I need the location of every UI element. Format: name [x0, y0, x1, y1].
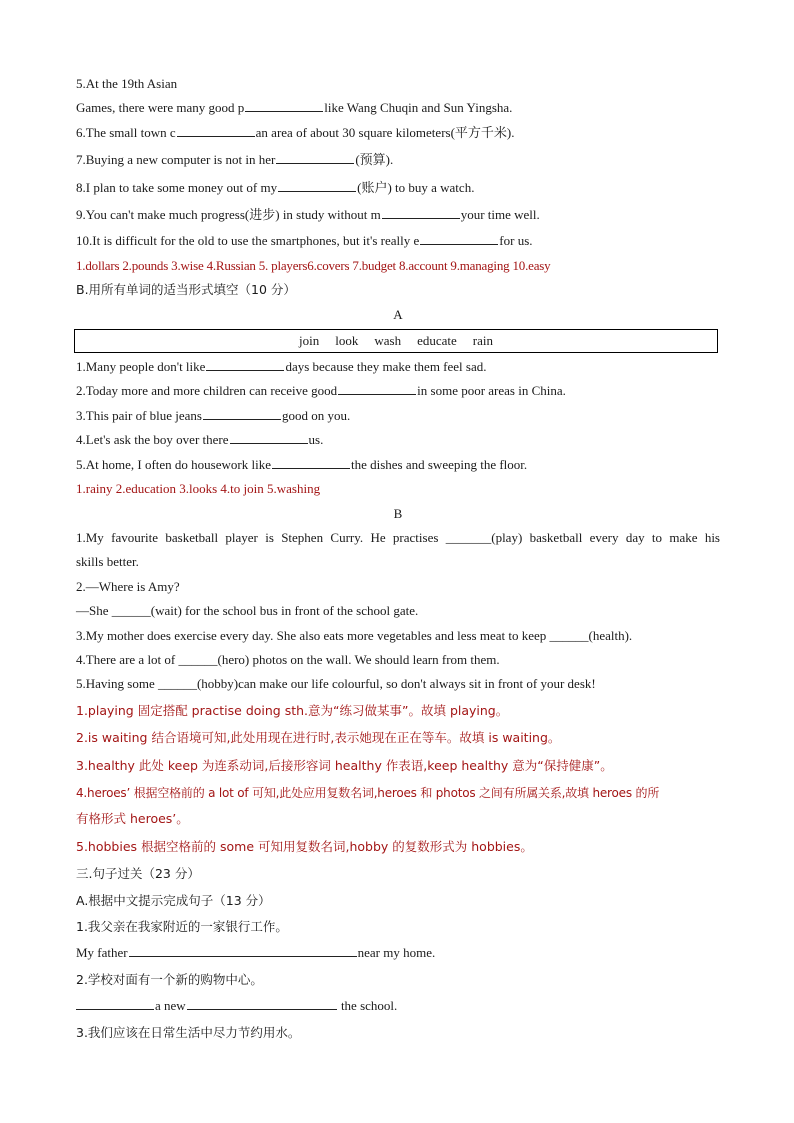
question-b-b1-line1: 1.My favourite basketball player is Stephen Curry. He practises _______(play) basketball every day to make his — [76, 529, 720, 545]
section-3a-title: A.根据中文提示完成句子（13 分） — [76, 892, 271, 908]
answer-blank[interactable] — [76, 997, 154, 1010]
word-bank-item: educate — [417, 333, 457, 349]
answer-blank[interactable] — [276, 151, 354, 164]
question-b-a2: 2.Today more and more children can receive good in some poor areas in China. — [76, 383, 566, 399]
answer-blank[interactable] — [177, 124, 255, 137]
sentence-1-chinese: 1.我父亲在我家附近的一家银行工作。 — [76, 919, 288, 934]
word-bank-item: rain — [472, 333, 493, 349]
answer-key-b-a: 1.rainy 2.education 3.looks 4.to join 5.washing — [76, 481, 321, 497]
group-b-label: B — [393, 505, 403, 521]
answer-blank[interactable] — [278, 179, 356, 192]
explanation-4-line1: 4.heroes’ 根据空格前的 a lot of 可知,此处应用复数名词,heroes 和 photos 之间有所属关系,故填 heroes 的所 — [76, 785, 660, 800]
answer-blank[interactable] — [382, 206, 460, 219]
question-b-a1: 1.Many people don't like days because they make them feel sad. — [76, 359, 487, 375]
question-a5-line1: 5.At the 19th Asian — [76, 76, 178, 91]
explanation-4-line2: 有格形式 heroes’。 — [76, 811, 189, 827]
sentence-2-english: a new the school. — [76, 994, 720, 1018]
question-a5-line2: Games, there were many good p like Wang Chuqin and Sun Yingsha. — [76, 100, 513, 116]
answer-blank[interactable] — [187, 997, 337, 1010]
group-a-label: A — [393, 306, 403, 322]
section-3-title: 三.句子过关（23 分） — [76, 866, 200, 882]
question-b-a5: 5.At home, I often do housework like the dishes and sweeping the floor. — [76, 456, 528, 472]
section-b-title: B.用所有单词的适当形式填空（10 分） — [76, 282, 296, 298]
explanation-3: 3.healthy 此处 keep 为连系动词,后接形容词 healthy 作表语,keep healthy 意为“保持健康”。 — [76, 757, 613, 773]
word-bank-item: join — [299, 333, 320, 349]
answer-blank[interactable] — [245, 99, 323, 112]
question-b-a4: 4.Let's ask the boy over there us. — [76, 432, 324, 448]
word-bank-item: look — [335, 333, 359, 349]
sentence-2-chinese: 2.学校对面有一个新的购物中心。 — [76, 971, 263, 987]
answer-blank[interactable] — [338, 382, 416, 395]
word-bank-item: wash — [374, 333, 402, 349]
explanation-2: 2.is waiting 结合语境可知,此处用现在进行时,表示她现在正在等车。故填 is waiting。 — [76, 730, 561, 746]
question-a6: 6.The small town c an area of about 30 square kilometers(平方千米). — [76, 124, 515, 140]
question-b-a3: 3.This pair of blue jeans good on you. — [76, 407, 351, 423]
question-b-b1-line2: skills better. — [76, 554, 139, 570]
word-bank-box — [74, 329, 718, 353]
answer-blank[interactable] — [206, 358, 284, 371]
question-b-b4: 4.There are a lot of ______(hero) photos on the wall. We should learn from them. — [76, 651, 500, 667]
answer-blank[interactable] — [129, 944, 357, 957]
question-a9: 9.You can't make much progress(进步) in study without m your time well. — [76, 207, 540, 223]
explanation-1: 1.playing 固定搭配 practise doing sth.意为“练习做某事”。故填 playing。 — [76, 702, 509, 718]
question-b-b3: 3.My mother does exercise every day. She also eats more vegetables and less meat to keep ______(health). — [76, 627, 633, 643]
sentence-3-chinese: 3.我们应该在日常生活中尽力节约用水。 — [76, 1024, 301, 1040]
question-b-b5: 5.Having some ______(hobby)can make our life colourful, so don't always sit in front of your desk! — [76, 676, 596, 692]
question-b-b2-line1: 2.—Where is Amy? — [76, 578, 180, 594]
answer-key-a: 1.dollars 2.pounds 3.wise 4.Russian 5. players6.covers 7.budget 8.account 9.managing 10.easy — [76, 257, 551, 273]
explanation-5: 5.hobbies 根据空格前的 some 可知用复数名词,hobby 的复数形式为 hobbies。 — [76, 838, 533, 854]
worksheet-page — [76, 72, 720, 1045]
question-b-b2-line2: —She ______(wait) for the school bus in front of the school gate. — [76, 603, 419, 619]
sentence-1-english: My father near my home. — [76, 945, 436, 961]
question-a8: 8.I plan to take some money out of my (账户) to buy a watch. — [76, 179, 475, 195]
question-a7: 7.Buying a new computer is not in her (预算). — [76, 152, 394, 168]
answer-blank[interactable] — [230, 431, 308, 444]
question-a10: 10.It is difficult for the old to use the smartphones, but it's really e for us. — [76, 233, 533, 249]
answer-blank[interactable] — [272, 456, 350, 469]
answer-blank[interactable] — [203, 407, 281, 420]
answer-blank[interactable] — [420, 232, 498, 245]
